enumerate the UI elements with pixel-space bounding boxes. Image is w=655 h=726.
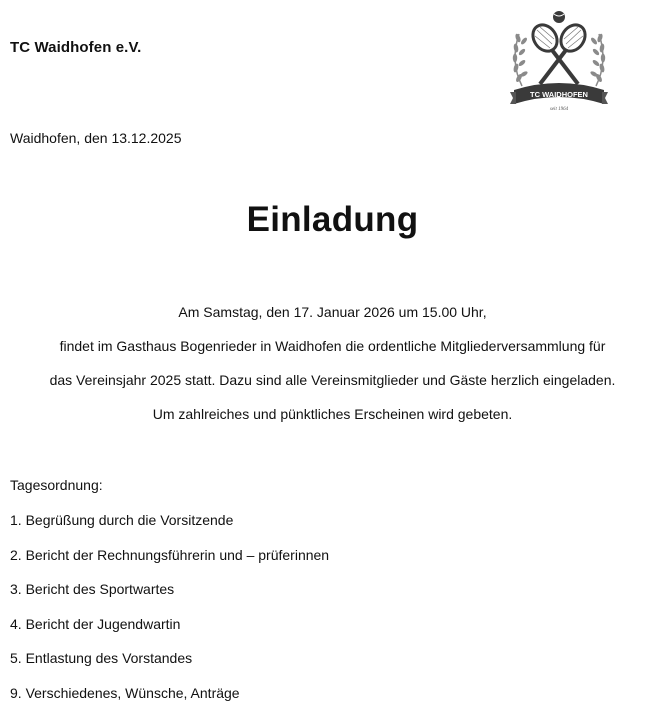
laurel-left-icon (513, 33, 529, 86)
crossed-rackets-icon (528, 20, 590, 84)
club-logo (506, 8, 612, 112)
agenda-item: 5. Entlastung des Vorstandes (10, 650, 193, 667)
agenda-item: 3. Bericht des Sportwartes (10, 581, 175, 598)
agenda-heading: Tagesordnung: (10, 477, 103, 493)
laurel-right-icon (590, 33, 606, 86)
logo-seit-text: seit 1964 (549, 107, 569, 112)
agenda-item: 2. Bericht der Rechnungsführerin und – prüferinnen (10, 546, 330, 563)
body-line: Um zahlreiches und pünktliches Erscheinen wird gebeten. (152, 406, 513, 422)
tennis-ball-icon (553, 11, 565, 23)
body-line: Am Samstag, den 17. Januar 2026 um 15.00 Uhr, (178, 304, 487, 320)
document-title: Einladung (246, 200, 419, 239)
club-name: TC Waidhofen e.V. (10, 39, 142, 56)
agenda-item: 4. Bericht der Jugendwartin (10, 615, 181, 632)
place-date: Waidhofen, den 13.12.2025 (10, 130, 182, 146)
body-line: das Vereinsjahr 2025 statt. Dazu sind alle Vereinsmitglieder und Gäste herzlich eingeladen. (49, 372, 616, 388)
agenda-list (10, 510, 329, 718)
body-line: findet im Gasthaus Bogenrieder in Waidhofen die ordentliche Mitgliederversammlung für (59, 338, 606, 354)
logo-banner-text: TC WAIDHOFEN (530, 90, 588, 99)
invitation-body (0, 300, 655, 436)
agenda-item: 9. Verschiedenes, Wünsche, Anträge (10, 684, 240, 701)
agenda-item: 1. Begrüßung durch die Vorsitzende (10, 512, 234, 528)
